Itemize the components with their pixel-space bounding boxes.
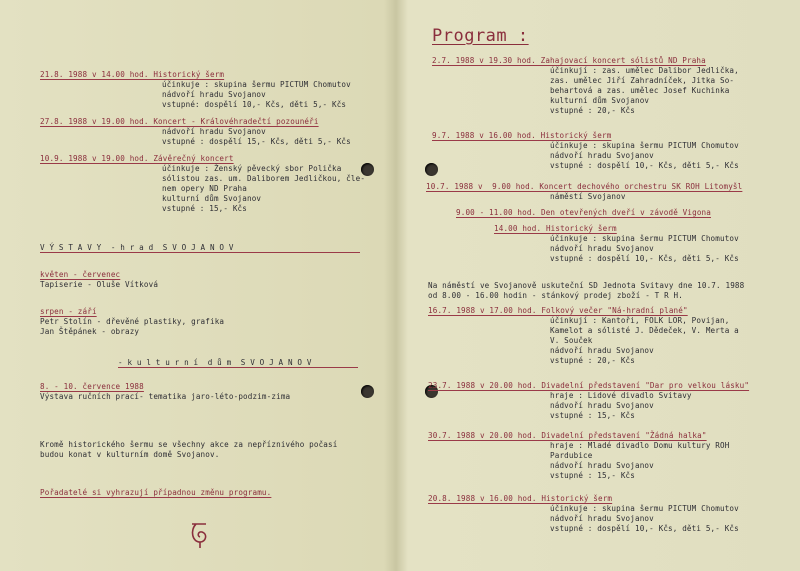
left-line-12: vstupné : 15,- Kčs: [162, 204, 247, 213]
left-line-22: Kromě historického šermu se všechny akce za nepříznivého počasí: [40, 440, 338, 449]
publisher-logo-icon: [188, 520, 212, 550]
right-line-34: 20.8. 1988 v 16.00 hod. Historický šerm: [428, 494, 613, 503]
right-line-31: Pardubice: [550, 451, 593, 460]
left-line-17: Petr Stolín - dřevěné plastiky, grafika: [40, 317, 225, 326]
left-line-7: 10.9. 1988 v 19.00 hod. Závěrečný koncert: [40, 154, 234, 163]
right-line-16: vstupné : dospělí 10,- Kčs, děti 5,- Kčs: [550, 254, 739, 263]
left-line-14: květen - červenec: [40, 270, 121, 279]
right-line-36: nádvoří hradu Svojanov: [550, 514, 654, 523]
left-line-13: V Ý S T A V Y - h r a d S V O J A N O V: [40, 243, 234, 252]
right-line-20: účinkují : Kantoři, FOLK LOR, Povijan,: [550, 316, 730, 325]
left-line-18: Jan Štěpánek - obrazy: [40, 327, 140, 336]
right-line-22: V. Souček: [550, 336, 593, 345]
right-line-3: behartová a zas. umělec Josef Kuchinka: [550, 86, 730, 95]
right-line-5: vstupné : 20,- Kčs: [550, 106, 635, 115]
right-line-15: nádvoří hradu Svojanov: [550, 244, 654, 253]
right-line-8: nádvoří hradu Svojanov: [550, 151, 654, 160]
right-line-18: od 8.00 - 16.00 hodin - stánkový prodej zboží - T R H.: [428, 291, 683, 300]
right-line-37: vstupné : dospělí 10,- Kčs, děti 5,- Kčs: [550, 524, 739, 533]
left-line-4: 27.8. 1988 v 19.00 hod. Koncert - Královéhradečtí pozounéři: [40, 117, 319, 126]
right-line-32: nádvoří hradu Svojanov: [550, 461, 654, 470]
left-line-9: sólistou zas. um. Daliborem Jedličkou, čle-: [162, 174, 366, 183]
right-line-29: 30.7. 1988 v 20.00 hod. Divadelní představení "Žádná halka": [428, 431, 707, 440]
left-line-8: účinkuje : Ženský pěvecký sbor Polička: [162, 164, 342, 173]
left-line-15: Tapiserie - Oluše Vítková: [40, 280, 159, 289]
right-line-23: nádvoří hradu Svojanov: [550, 346, 654, 355]
right-line-4: kulturní dům Svojanov: [550, 96, 650, 105]
right-line-35: účinkuje : skupina šermu PICTUM Chomutov: [550, 504, 739, 513]
left-line-5: nádvoří hradu Svojanov: [162, 127, 266, 136]
right-line-10: 10.7. 1988 v 9.00 hod. Koncert dechového orchestru SK ROH Litomyšl: [426, 182, 743, 191]
right-line-26: hraje : Lidové divadlo Svitavy: [550, 391, 692, 400]
right-line-12: 9.00 - 11.00 hod. Den otevřených dveří v závodě Vigona: [456, 208, 711, 217]
right-line-11: náměstí Svojanov: [550, 192, 626, 201]
left-line-0: 21.8. 1988 v 14.00 hod. Historický šerm: [40, 70, 225, 79]
right-line-1: účinkují : zas. umělec Dalibor Jedlička,: [550, 66, 739, 75]
right-line-9: vstupné : dospělí 10,- Kčs, děti 5,- Kčs: [550, 161, 739, 170]
right-line-14: účinkuje : skupina šermu PICTUM Chomutov: [550, 234, 739, 243]
right-line-7: účinkuje : skupina šermu PICTUM Chomutov: [550, 141, 739, 150]
right-line-24: vstupné : 20,- Kčs: [550, 356, 635, 365]
left-line-10: nem opery ND Praha: [162, 184, 247, 193]
right-line-17: Na náměstí ve Svojanově uskuteční SD Jednota Svitavy dne 10.7. 1988: [428, 281, 745, 290]
right-line-33: vstupné : 15,- Kčs: [550, 471, 635, 480]
right-line-30: hraje : Mladé divadlo Domu kultury ROH: [550, 441, 730, 450]
right-line-28: vstupné : 15,- Kčs: [550, 411, 635, 420]
left-line-2: nádvoří hradu Svojanov: [162, 90, 266, 99]
right-line-2: zas. umělec Jiří Zahradníček, Jitka So-: [550, 76, 735, 85]
left-line-24: Pořadatelé si vyhrazují případnou změnu programu.: [40, 488, 272, 497]
left-line-3: vstupné: dospělí 10,- Kčs, děti 5,- Kčs: [162, 100, 347, 109]
left-line-21: Výstava ručních prací- tematika jaro-léto-podzim-zima: [40, 392, 291, 401]
punch-hole-left-bottom: [361, 385, 374, 398]
right-line-0: 2.7. 1988 v 19.30 hod. Zahajovací koncert sólistů ND Praha: [432, 56, 706, 65]
left-line-23: budou konat v kulturním domě Svojanov.: [40, 450, 220, 459]
right-line-21: Kamelot a sólisté J. Dědeček, V. Merta a: [550, 326, 739, 335]
punch-hole-right-top: [425, 163, 438, 176]
left-line-19: - k u l t u r n í d ů m S V O J A N O V: [118, 358, 312, 367]
left-line-16: srpen - září: [40, 307, 97, 316]
right-line-13: 14.00 hod. Historický šerm: [494, 224, 617, 233]
left-line-11: kulturní dům Svojanov: [162, 194, 262, 203]
program-title: Program :: [432, 26, 529, 46]
left-line-6: vstupné : dospělí 15,- Kčs, děti 5,- Kčs: [162, 137, 351, 146]
right-line-6: 9.7. 1988 v 16.00 hod. Historický šerm: [432, 131, 612, 140]
right-line-19: 16.7. 1988 v 17.00 hod. Folkový večer "Ná-hradní plané": [428, 306, 688, 315]
right-line-27: nádvoří hradu Svojanov: [550, 401, 654, 410]
left-line-20: 8. - 10. července 1988: [40, 382, 144, 391]
left-line-1: účinkuje : skupina šermu PICTUM Chomutov: [162, 80, 351, 89]
right-line-25: 23.7. 1988 v 20.00 hod. Divadelní představení "Dar pro velkou lásku": [428, 381, 750, 390]
